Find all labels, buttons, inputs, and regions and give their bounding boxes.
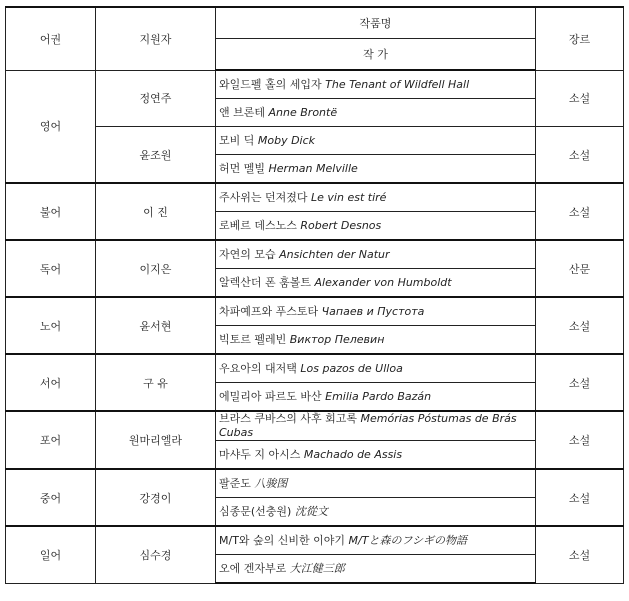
author-korean: 오에 겐자부로 xyxy=(219,561,287,575)
applicant-cell: 강경이 xyxy=(96,469,216,526)
author-korean: 알렉산더 폰 훔볼트 xyxy=(219,275,312,289)
genre-cell: 소설 xyxy=(536,70,624,127)
applicant-cell: 심수경 xyxy=(96,526,216,583)
header-genre: 장르 xyxy=(536,7,624,70)
header-author: 작 가 xyxy=(216,39,536,71)
author-original: 大江健三郎 xyxy=(289,561,345,575)
work-title-original: Ansichten der Natur xyxy=(279,247,390,261)
applicant-cell: 윤서현 xyxy=(96,297,216,354)
work-title-korean: 브라스 쿠바스의 사후 회고록 xyxy=(219,412,358,425)
author-original: Robert Desnos xyxy=(300,218,382,232)
author-original: Herman Melville xyxy=(268,161,358,175)
genre-cell: 소설 xyxy=(536,526,624,583)
author-korean: 심종문(선충원) xyxy=(219,504,292,518)
work-title-original: Los pazos de Ulloa xyxy=(300,361,403,375)
applicant-cell: 이 진 xyxy=(96,183,216,240)
work-title-original: Moby Dick xyxy=(257,133,316,147)
work-title-cell xyxy=(216,411,536,441)
header-language: 어권 xyxy=(6,7,96,70)
table-row xyxy=(6,411,624,441)
applicant-cell: 윤조원 xyxy=(96,127,216,184)
language-cell: 일어 xyxy=(6,526,96,583)
work-title-cell xyxy=(216,127,536,155)
author-korean: 에밀리아 파르도 바산 xyxy=(219,389,322,403)
work-title-original: Memórias Póstumas de Brás Cubas xyxy=(219,412,517,439)
author-original: Alexander von Humboldt xyxy=(314,275,452,289)
author-cell xyxy=(216,269,536,298)
genre-cell: 소설 xyxy=(536,411,624,469)
author-korean: 마샤두 지 아시스 xyxy=(219,447,301,461)
work-title-cell xyxy=(216,469,536,498)
applicant-cell: 정연주 xyxy=(96,70,216,127)
author-original: Anne Brontë xyxy=(268,105,338,119)
genre-cell: 소설 xyxy=(536,469,624,526)
work-title-original: Чапаев и Пустота xyxy=(321,304,425,318)
language-cell: 노어 xyxy=(6,297,96,354)
genre-cell: 소설 xyxy=(536,297,624,354)
language-cell: 포어 xyxy=(6,411,96,469)
language-cell: 독어 xyxy=(6,240,96,297)
work-title-original: M/Tと森のフシギの物語 xyxy=(348,533,468,547)
author-cell xyxy=(216,383,536,412)
genre-cell: 산문 xyxy=(536,240,624,297)
work-title-korean: 팔준도 xyxy=(219,476,251,490)
work-title-korean: 자연의 모습 xyxy=(219,247,276,261)
work-title-korean: 주사위는 던져졌다 xyxy=(219,190,308,204)
author-korean: 허먼 멜빌 xyxy=(219,161,266,175)
work-title-original: Le vin est tiré xyxy=(311,190,387,204)
language-cell: 영어 xyxy=(6,70,96,183)
author-cell xyxy=(216,498,536,527)
work-title-cell xyxy=(216,240,536,269)
table-body xyxy=(6,70,624,583)
applicant-cell: 원마리엘라 xyxy=(96,411,216,469)
author-cell xyxy=(216,441,536,470)
applicant-cell: 이지은 xyxy=(96,240,216,297)
table-row xyxy=(6,469,624,498)
work-title-korean: 차파예프와 푸스토타 xyxy=(219,304,319,318)
applicant-cell: 구 유 xyxy=(96,354,216,411)
table-row xyxy=(6,70,624,99)
work-title-korean: 와일드펠 홀의 세입자 xyxy=(219,77,322,91)
work-title-cell xyxy=(216,354,536,383)
language-cell: 서어 xyxy=(6,354,96,411)
table-row xyxy=(6,526,624,555)
author-korean: 빅토르 펠레빈 xyxy=(219,332,287,346)
genre-cell: 소설 xyxy=(536,183,624,240)
work-title-korean: M/T와 숲의 신비한 이야기 xyxy=(219,533,346,547)
table-row xyxy=(6,354,624,383)
author-original: Machado de Assis xyxy=(303,447,403,461)
author-cell xyxy=(216,555,536,584)
table-row xyxy=(6,240,624,269)
header-applicant: 지원자 xyxy=(96,7,216,70)
author-korean: 앤 브론테 xyxy=(219,105,266,119)
genre-cell: 소설 xyxy=(536,354,624,411)
language-cell: 중어 xyxy=(6,469,96,526)
work-title-original: The Tenant of Wildfell Hall xyxy=(325,77,470,91)
author-cell xyxy=(216,326,536,355)
work-title-korean: 우요아의 대저택 xyxy=(219,361,297,375)
work-title-korean: 모비 딕 xyxy=(219,133,255,147)
author-korean: 로베르 데스노스 xyxy=(219,218,297,232)
table-row xyxy=(6,127,624,155)
genre-cell: 소설 xyxy=(536,127,624,184)
table-row xyxy=(6,297,624,326)
author-cell xyxy=(216,212,536,241)
author-original: Виктор Пелевин xyxy=(289,332,385,346)
author-cell xyxy=(216,99,536,127)
work-title-original: 八骏图 xyxy=(254,476,288,490)
language-cell: 불어 xyxy=(6,183,96,240)
author-original: 沈從文 xyxy=(294,504,328,518)
work-title-cell xyxy=(216,183,536,212)
work-title-cell xyxy=(216,526,536,555)
work-title-cell xyxy=(216,297,536,326)
header-work-title: 작품명 xyxy=(216,7,536,39)
work-title-cell xyxy=(216,70,536,99)
table-row xyxy=(6,183,624,212)
author-original: Emilia Pardo Bazán xyxy=(325,389,432,403)
translation-applicants-table xyxy=(5,6,624,584)
author-cell xyxy=(216,155,536,184)
